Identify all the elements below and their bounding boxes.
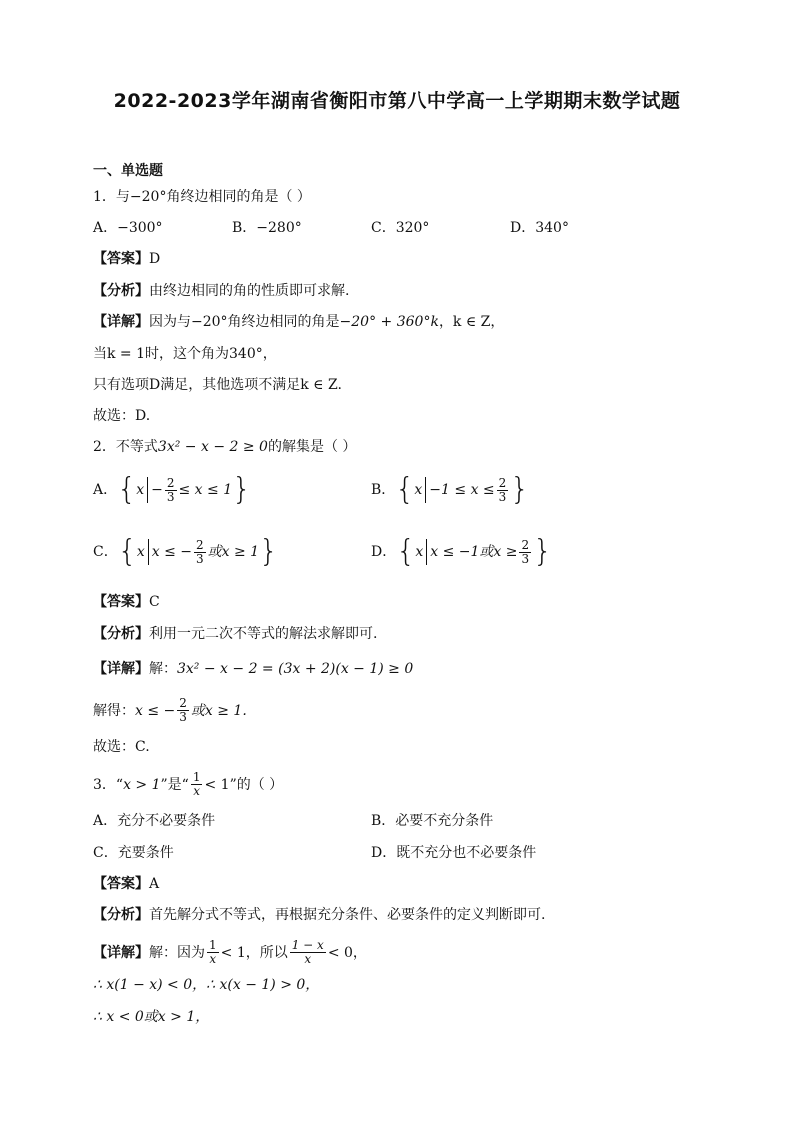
set-variable: x xyxy=(136,544,145,560)
set-cond: − xyxy=(151,482,163,498)
fraction xyxy=(207,939,219,966)
q3-step2: ∴ x < 0或x > 1， xyxy=(93,1009,210,1025)
numerator: 2 xyxy=(521,537,530,552)
detail-formula: < 0 xyxy=(327,944,353,961)
q1-answer xyxy=(93,250,160,268)
q1-detail-line3: 只有选项D满足，其他选项不满足k ∈ Z. xyxy=(93,377,342,393)
numerator: 2 xyxy=(179,696,187,710)
set-cond: ≤ x ≤ 1 xyxy=(178,482,233,498)
set-cond: 或x ≥ 1 xyxy=(207,544,260,560)
q2-stem xyxy=(93,438,356,456)
denominator: 3 xyxy=(166,489,175,504)
q2-stem-formula: 3x² − x − 2 ≥ 0 xyxy=(157,439,268,455)
q2-option-d xyxy=(371,534,553,569)
detail-text: 因为与−20°角终边相同的角是 xyxy=(149,314,340,330)
set-cond: x ≤ − xyxy=(151,544,192,560)
q3-stem-text: 3．“ xyxy=(93,776,124,793)
detail-text: 解：因为 xyxy=(149,944,205,961)
q3-detail xyxy=(93,939,367,966)
q3-option-b: B．必要不充分条件 xyxy=(371,813,494,829)
option-label: D． xyxy=(371,544,397,560)
q3-stem xyxy=(93,771,283,798)
set-bar xyxy=(425,477,426,503)
denominator: x xyxy=(193,784,201,798)
right-brace: } xyxy=(533,534,553,569)
q2-detail xyxy=(93,660,413,678)
q1-option-a: A．−300° xyxy=(93,220,163,236)
right-brace: } xyxy=(259,534,279,569)
set-bar xyxy=(147,477,148,503)
set-variable: x xyxy=(414,482,423,498)
answer-tag: 【答案】 xyxy=(93,876,149,892)
q1-detail-line2: 当k = 1时，这个角为340°， xyxy=(93,346,277,362)
answer-tag: 【答案】 xyxy=(93,251,149,267)
fraction xyxy=(177,697,189,724)
set-bar xyxy=(426,539,427,565)
solve-formula: 或x ≥ 1. xyxy=(190,702,247,719)
set-cond: −1 ≤ x ≤ xyxy=(429,482,495,498)
page-title: 2022-2023学年湖南省衡阳市第八中学高一上学期期末数学试题 xyxy=(113,90,681,112)
detail-tag: 【详解】 xyxy=(93,661,149,677)
q3-stem-text: ”的（ ） xyxy=(229,776,284,793)
q3-option-a: A．充分不必要条件 xyxy=(93,813,216,829)
q3-stem-text: ”是“ xyxy=(160,776,189,793)
q1-stem: 1．与−20°角终边相同的角是（ ） xyxy=(93,189,311,205)
q2-option-a xyxy=(93,472,252,507)
detail-formula: < 1 xyxy=(220,944,246,961)
answer-value: C xyxy=(149,594,160,610)
answer-tag: 【答案】 xyxy=(93,594,149,610)
fraction xyxy=(497,477,509,504)
q1-option-c: C．320° xyxy=(371,220,430,236)
q2-conclusion: 故选：C. xyxy=(93,739,150,755)
numerator: 2 xyxy=(166,475,175,490)
detail-formula: 3x² − x − 2 = (3x + 2)(x − 1) ≥ 0 xyxy=(177,661,414,677)
numerator: 1 − x xyxy=(291,938,324,952)
left-brace: { xyxy=(117,472,137,507)
denominator: x xyxy=(209,952,217,966)
detail-text: ，所以 xyxy=(245,944,288,961)
q2-option-c xyxy=(93,534,279,569)
fraction xyxy=(519,539,531,566)
option-label: B． xyxy=(371,482,396,498)
q1-conclusion: 故选：D. xyxy=(93,408,151,424)
option-label: C． xyxy=(93,544,118,560)
detail-text: 解： xyxy=(149,661,177,677)
q2-option-b xyxy=(371,472,530,507)
solve-text: 解得： xyxy=(93,702,135,719)
q2-solve xyxy=(93,697,247,724)
numerator: 1 xyxy=(192,770,201,784)
q3-step1: ∴ x(1 − x) < 0，∴ x(x − 1) > 0， xyxy=(93,977,320,993)
analysis-text: 利用一元二次不等式的解法求解即可. xyxy=(149,626,378,642)
set-variable: x xyxy=(136,482,145,498)
fraction xyxy=(290,939,326,966)
set-variable: x xyxy=(415,544,424,560)
analysis-text: 首先解分式不等式，再根据充分条件、必要条件的定义判断即可. xyxy=(149,907,546,923)
fraction xyxy=(165,477,177,504)
fraction xyxy=(194,539,206,566)
option-label: A． xyxy=(93,482,118,498)
detail-text: ，k ∈ Z， xyxy=(438,314,505,330)
section-heading: 一、单选题 xyxy=(93,163,163,179)
set-cond: x ≤ −1或x ≥ xyxy=(430,544,518,560)
left-brace: { xyxy=(395,472,415,507)
q3-option-d: D．既不充分也不必要条件 xyxy=(371,845,537,861)
q2-analysis xyxy=(93,625,377,643)
detail-tag: 【详解】 xyxy=(93,314,149,330)
left-brace: { xyxy=(117,534,137,569)
numerator: 2 xyxy=(498,475,507,490)
right-brace: } xyxy=(232,472,252,507)
q1-analysis xyxy=(93,282,349,300)
denominator: x xyxy=(304,952,312,966)
solve-formula: x ≤ − xyxy=(135,702,176,719)
denominator: 3 xyxy=(179,710,187,724)
denominator: 3 xyxy=(195,551,204,566)
left-brace: { xyxy=(396,534,416,569)
numerator: 2 xyxy=(195,537,204,552)
denominator: 3 xyxy=(521,551,530,566)
right-brace: } xyxy=(510,472,530,507)
analysis-tag: 【分析】 xyxy=(93,907,149,923)
q3-analysis xyxy=(93,906,545,924)
analysis-tag: 【分析】 xyxy=(93,626,149,642)
set-bar xyxy=(148,539,149,565)
detail-tag: 【详解】 xyxy=(93,944,149,961)
detail-formula: −20° + 360°k xyxy=(339,314,439,330)
q3-stem-formula: < 1 xyxy=(204,776,230,793)
q1-option-b: B．−280° xyxy=(232,220,302,236)
q2-stem-text: 的解集是（ ） xyxy=(267,439,357,455)
analysis-text: 由终边相同的角的性质即可求解. xyxy=(149,283,350,299)
analysis-tag: 【分析】 xyxy=(93,283,149,299)
answer-value: D xyxy=(149,251,161,267)
fraction xyxy=(191,771,203,798)
q3-answer xyxy=(93,875,159,893)
q2-answer xyxy=(93,593,160,611)
q3-option-c: C．充要条件 xyxy=(93,845,174,861)
numerator: 1 xyxy=(209,938,217,952)
q1-option-d: D．340° xyxy=(510,220,569,236)
q1-detail xyxy=(93,313,504,331)
answer-value: A xyxy=(149,876,160,892)
q3-stem-formula: x > 1 xyxy=(123,776,161,793)
q2-stem-text: 2．不等式 xyxy=(93,439,158,455)
denominator: 3 xyxy=(498,489,507,504)
detail-text: ， xyxy=(352,944,367,961)
